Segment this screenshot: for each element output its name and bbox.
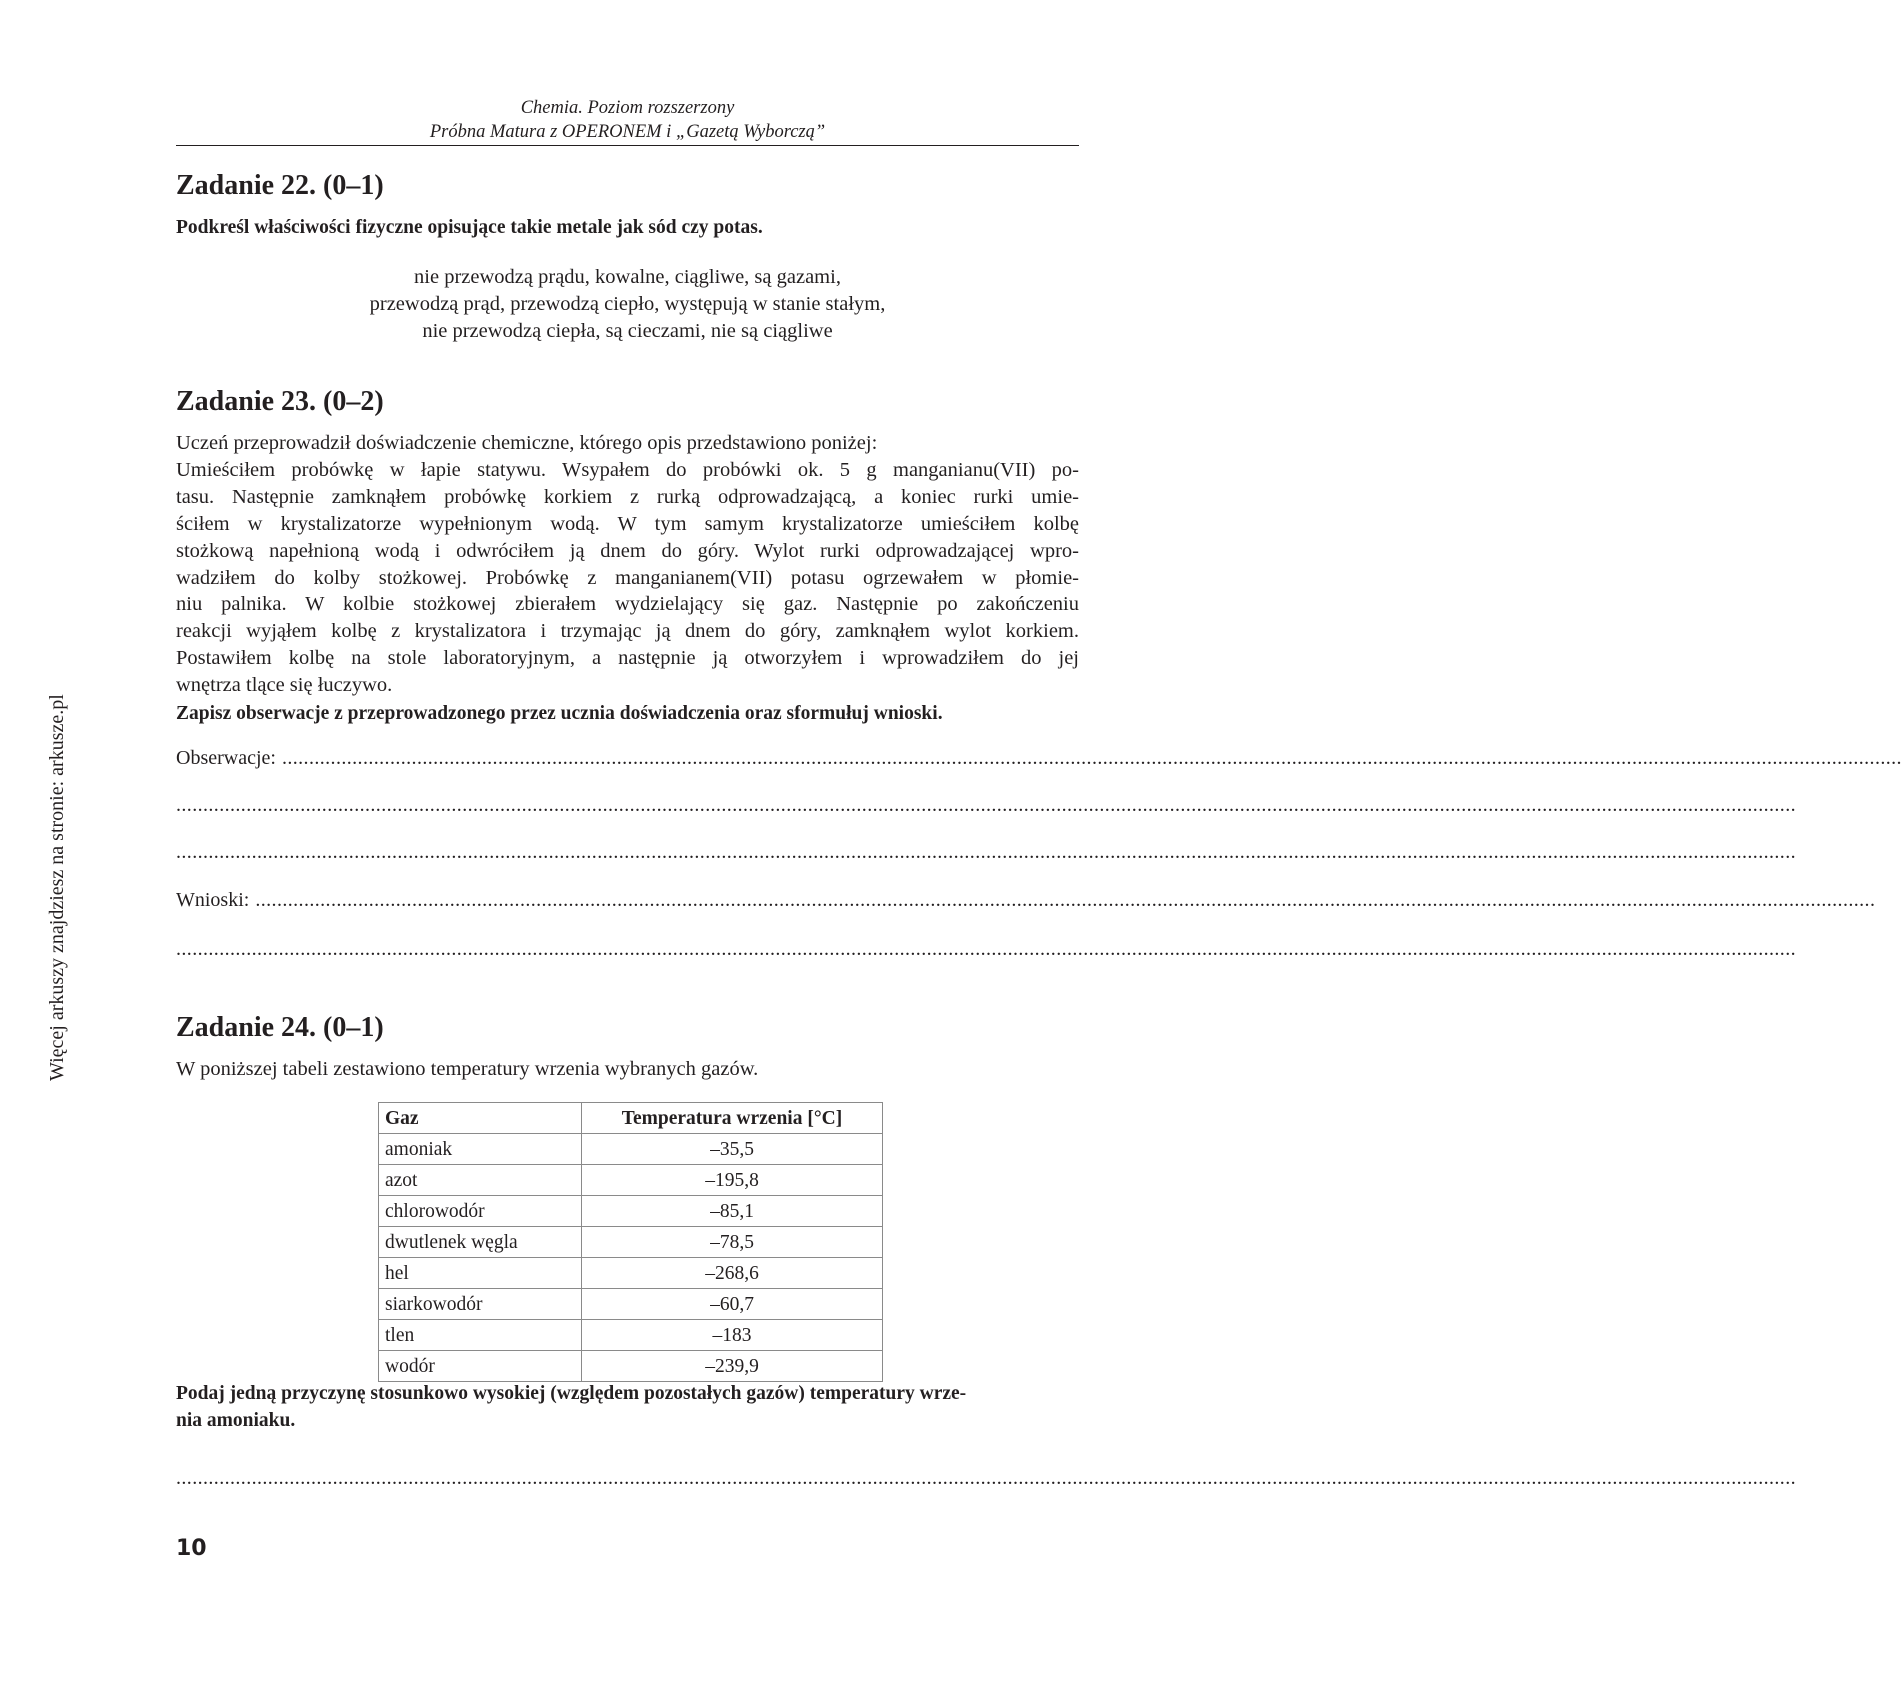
boiling-point-cell: –195,8	[582, 1165, 883, 1196]
header-divider	[176, 145, 1079, 146]
gas-name-cell: dwutlenek węgla	[379, 1227, 582, 1258]
task-24-title: Zadanie 24. (0–1)	[176, 1012, 384, 1043]
column-header-gas: Gaz	[379, 1103, 582, 1134]
task-23-instruction: Zapisz obserwacje z przeprowadzonego przez ucznia doświadczenia oraz sformułuj wnioski.	[176, 703, 943, 724]
description-line: Postawiłem kolbę na stole laboratoryjnym, a następnie ją otworzyłem i wprowadziłem do jej	[176, 647, 1079, 670]
boiling-point-cell: –78,5	[582, 1227, 883, 1258]
description-line: tasu. Następnie zamknąłem probówkę korkiem z rurką odprowadzającą, a koniec rurki umie-	[176, 485, 1079, 508]
description-line: reakcji wyjąłem kolbę z krystalizatora i trzymając ją dnem do góry, zamknąłem wylot korkiem.	[176, 620, 1079, 643]
page-number: 10	[176, 1536, 207, 1561]
observations-answer-line[interactable]: ............................................................................................................................................................................................................................................................................................................	[176, 841, 1796, 863]
task-23-title: Zadanie 23. (0–2)	[176, 386, 384, 417]
table-row	[379, 1196, 883, 1227]
task-23-description	[176, 430, 1079, 699]
task-22-options	[176, 264, 1079, 345]
header-subject: Chemia. Poziom rozszerzony	[520, 98, 735, 118]
observations-answer-line[interactable]: Obserwacje: ............................................................................................................................................................................................................................................................................................................	[176, 747, 1902, 769]
gas-name-cell: chlorowodór	[379, 1196, 582, 1227]
task-22-option-line[interactable]: nie przewodzą ciepła, są cieczami, nie są ciągliwe	[422, 320, 833, 342]
boiling-point-table	[378, 1102, 883, 1382]
description-line: Umieściłem probówkę w łapie statywu. Wsypałem do probówki ok. 5 g manganianu(VII) po-	[176, 458, 1079, 481]
side-note-text: Więcej arkuszy znajdziesz na stronie: arkusze.pl	[46, 694, 68, 1081]
table-row	[379, 1227, 883, 1258]
boiling-point-cell: –183	[582, 1320, 883, 1351]
table-row	[379, 1320, 883, 1351]
table-row	[379, 1258, 883, 1289]
gas-name-cell: azot	[379, 1165, 582, 1196]
question-line: nia amoniaku.	[176, 1410, 296, 1431]
description-line: wadziłem do kolby stożkowej. Probówkę z manganianem(VII) potasu ogrzewałem w płomie-	[176, 566, 1079, 589]
boiling-point-cell: –60,7	[582, 1289, 883, 1320]
table-row	[379, 1134, 883, 1165]
task-24-question	[176, 1380, 1079, 1434]
gas-name-cell: wodór	[379, 1351, 582, 1382]
column-header-temperature: Temperatura wrzenia [°C]	[582, 1103, 883, 1134]
description-line: Uczeń przeprowadził doświadczenie chemiczne, którego opis przedstawiono poniżej:	[176, 432, 878, 454]
question-line: Podaj jedną przyczynę stosunkowo wysokiej (względem pozostałych gazów) temperatury wrze-	[176, 1383, 967, 1404]
task-22-option-line[interactable]: przewodzą prąd, przewodzą ciepło, występują w stanie stałym,	[369, 293, 886, 315]
conclusions-answer-line[interactable]: Wnioski: ............................................................................................................................................................................................................................................................................................................	[176, 889, 1876, 911]
description-line: stożkową napełnioną wodą i odwróciłem ją dnem do góry. Wylot rurki odprowadzającej wpro-	[176, 539, 1079, 562]
table-row	[379, 1165, 883, 1196]
gas-name-cell: hel	[379, 1258, 582, 1289]
page-header	[176, 96, 1079, 144]
description-line: ściłem w krystalizatorze wypełnionym wodą. W tym samym krystalizatorze umieściłem kolbę	[176, 512, 1079, 535]
task-24-intro: W poniższej tabeli zestawiono temperatury wrzenia wybranych gazów.	[176, 1058, 759, 1080]
task-22-title: Zadanie 22. (0–1)	[176, 170, 384, 201]
description-line: wnętrza tlące się łuczywo.	[176, 674, 393, 697]
boiling-point-cell: –85,1	[582, 1196, 883, 1227]
observations-answer-line[interactable]: ............................................................................................................................................................................................................................................................................................................	[176, 794, 1796, 816]
gas-name-cell: amoniak	[379, 1134, 582, 1165]
conclusions-label: Wnioski:	[176, 889, 250, 911]
task-22-instruction: Podkreśl właściwości fizyczne opisujące takie metale jak sód czy potas.	[176, 217, 763, 238]
observations-label: Obserwacje:	[176, 747, 276, 769]
task-24-answer-line[interactable]: ............................................................................................................................................................................................................................................................................................................	[176, 1467, 1796, 1489]
task-22-option-line[interactable]: nie przewodzą prądu, kowalne, ciągliwe, są gazami,	[414, 266, 841, 288]
table-header-row	[379, 1103, 883, 1134]
boiling-point-cell: –239,9	[582, 1351, 883, 1382]
boiling-point-cell: –268,6	[582, 1258, 883, 1289]
header-exam-name: Próbna Matura z OPERONEM i „Gazetą Wyborczą”	[429, 122, 826, 142]
description-line: niu palnika. W kolbie stożkowej zbierałem wydzielający się gaz. Następnie po zakończeniu	[176, 593, 1079, 616]
gas-name-cell: tlen	[379, 1320, 582, 1351]
boiling-point-cell: –35,5	[582, 1134, 883, 1165]
conclusions-answer-line[interactable]: ............................................................................................................................................................................................................................................................................................................	[176, 938, 1796, 960]
table-row	[379, 1351, 883, 1382]
gas-name-cell: siarkowodór	[379, 1289, 582, 1320]
table-row	[379, 1289, 883, 1320]
